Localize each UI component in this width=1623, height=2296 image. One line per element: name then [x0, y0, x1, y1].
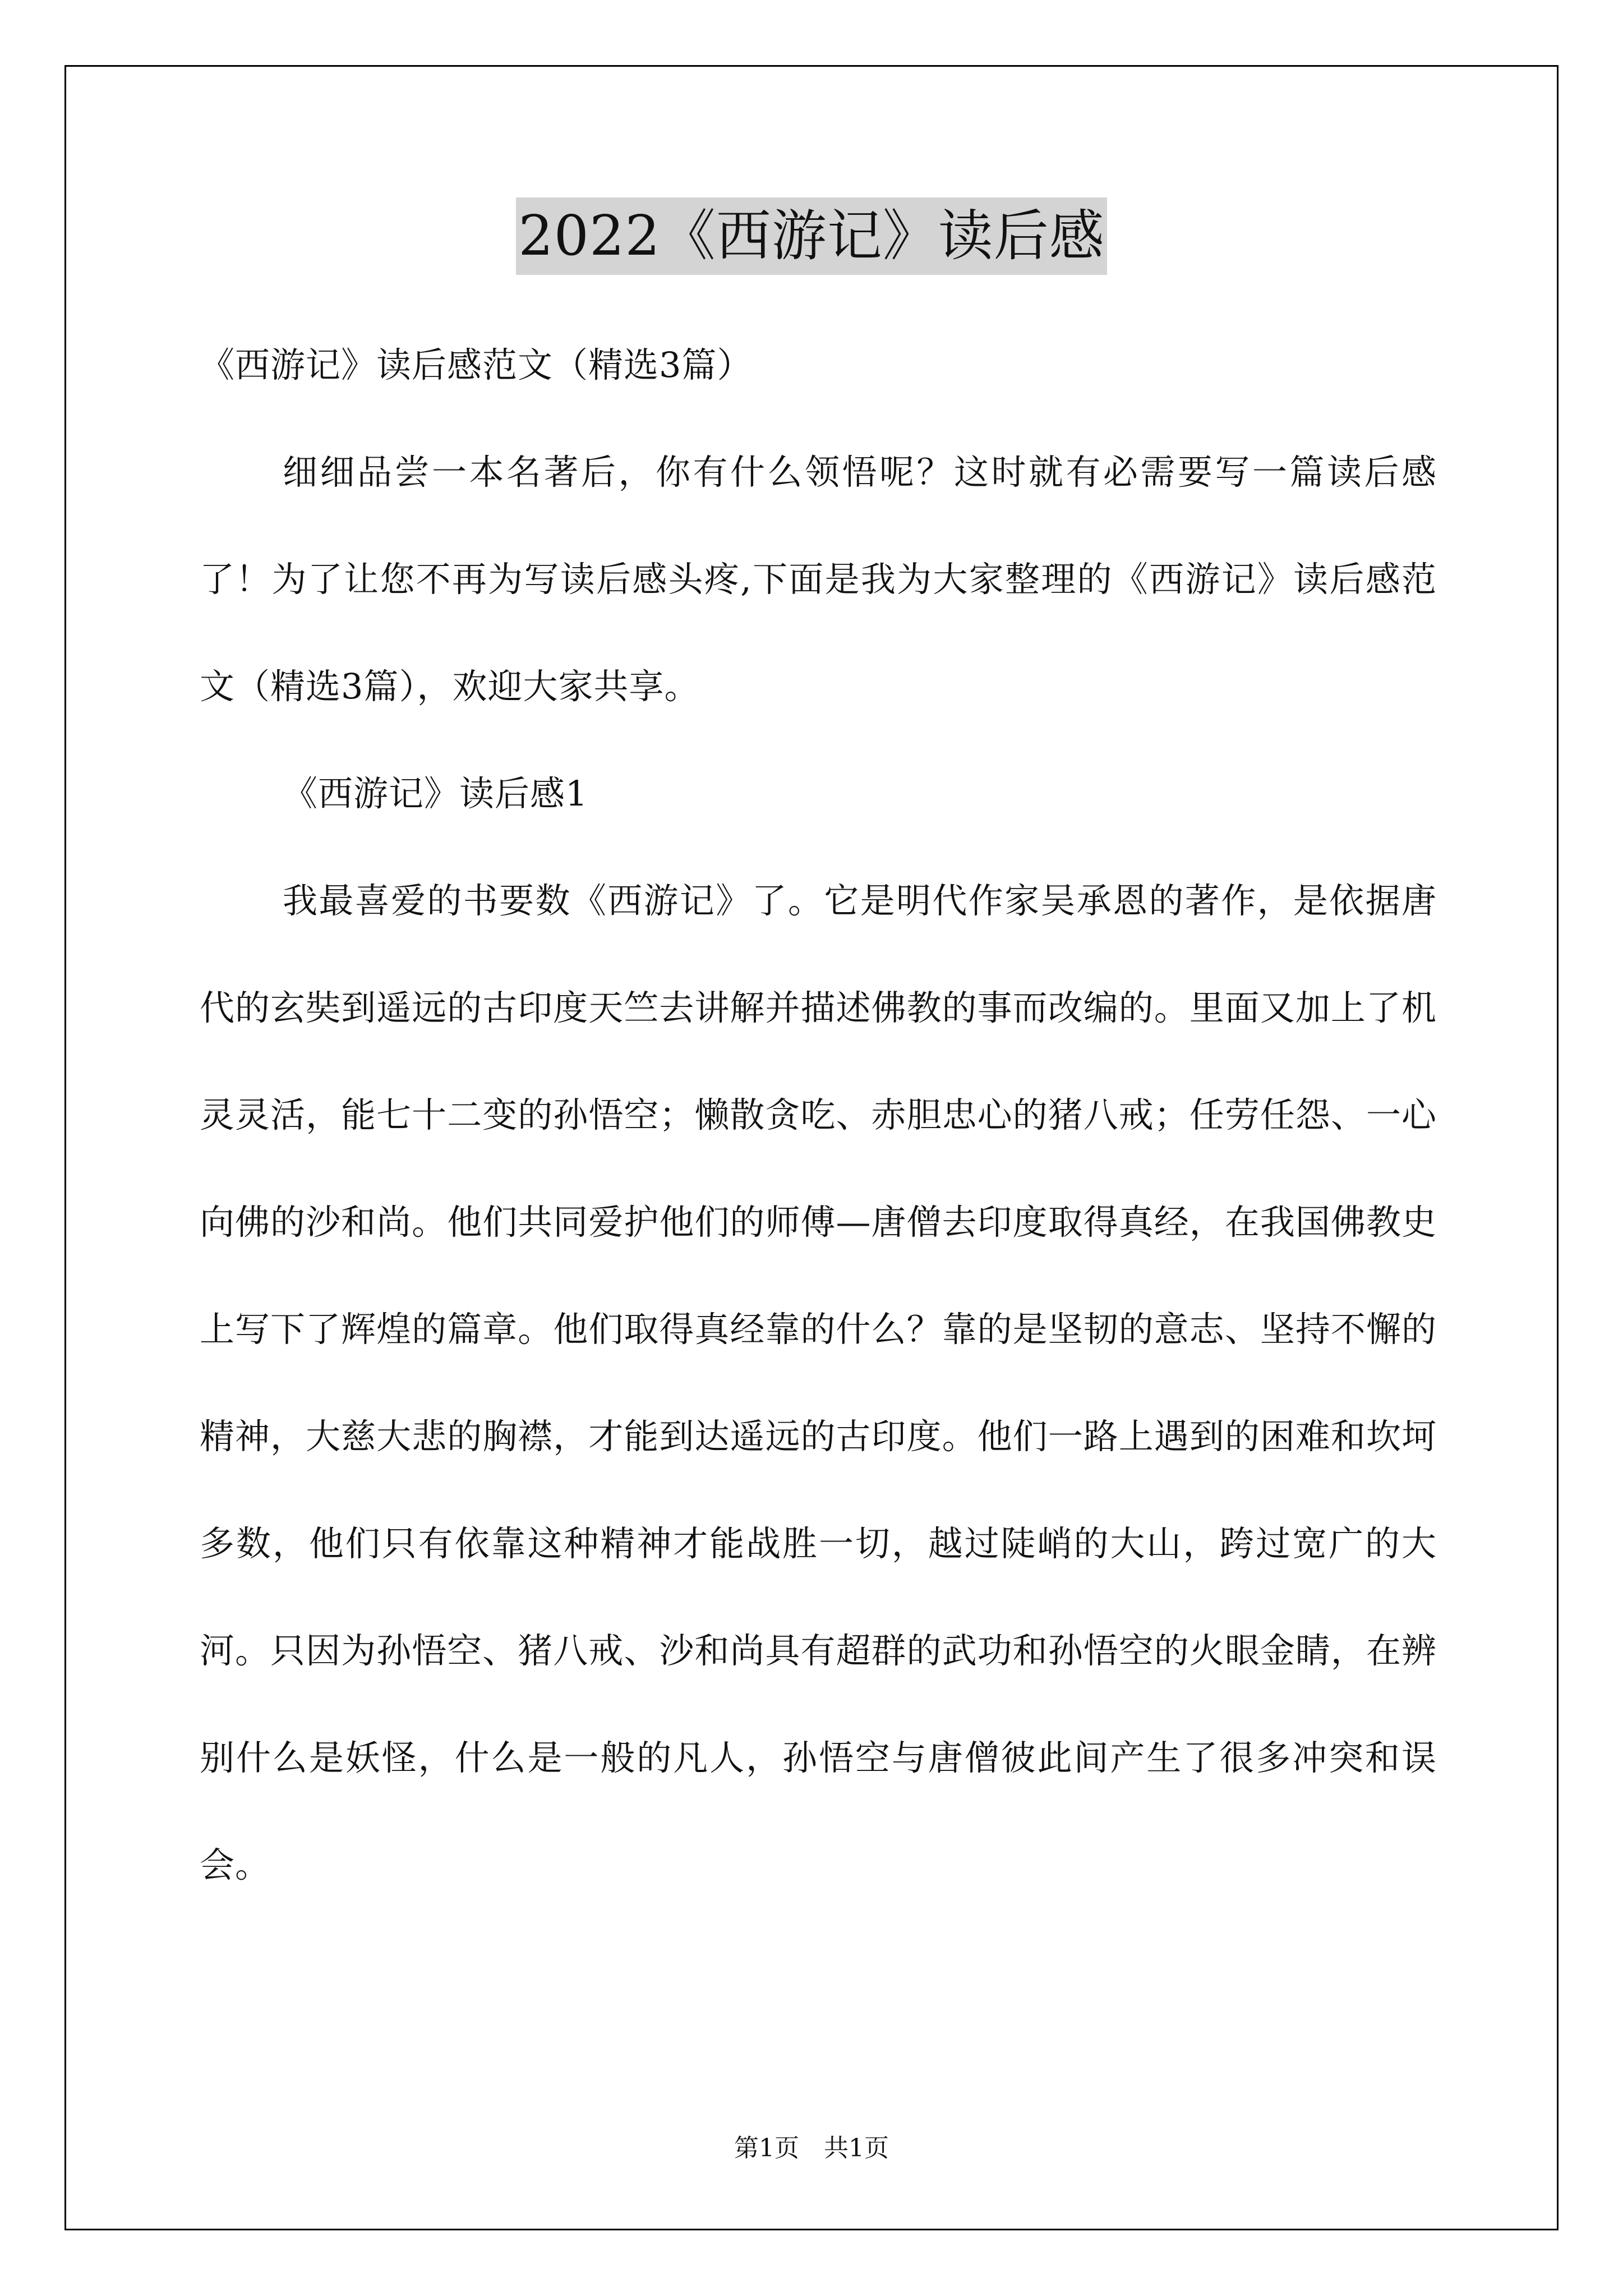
body-paragraph: 我最喜爱的书要数《西游记》了。它是明代作家吴承恩的著作，是依据唐代的玄奘到遥远的古印度天竺去讲解并描述佛教的事而改编的。里面又加上了机灵灵活，能七十二变的孙悟空；懒散贪吃、赤胆忠心的猪八戒；任劳任怨、一心向佛的沙和尚。他们共同爱护他们的师傅—唐僧去印度取得真经，在我国佛教史上写下了辉煌的篇章。他们取得真经靠的什么？靠的是坚韧的意志、坚持不懈的精神，大慈大悲的胸襟，才能到达遥远的古印度。他们一路上遇到的困难和坎坷多数，他们只有依靠这种精神才能战胜一切，越过陡峭的大山，跨过宽广的大河。只因为孙悟空、猪八戒、沙和尚具有超群的武功和孙悟空的火眼金睛，在辨别什么是妖怪，什么是一般的凡人，孙悟空与唐僧彼此间产生了很多冲突和误会。: [200, 880, 1437, 1885]
title-container: [0, 197, 1623, 275]
document-title: 2022《西游记》读后感: [516, 197, 1106, 275]
document-body: [200, 311, 1437, 1918]
section-heading: 《西游记》读后感1: [283, 773, 588, 814]
page-number-footer: 第1页 共1页: [734, 2134, 889, 2162]
intro-paragraph: 细细品尝一本名著后，你有什么领悟呢？这时就有必需要写一篇读后感了！为了让您不再为写读后感头疼,下面是我为大家整理的《西游记》读后感范文（精选3篇），欢迎大家共享。: [200, 452, 1437, 707]
intro-line: 《西游记》读后感范文（精选3篇）: [200, 344, 753, 385]
